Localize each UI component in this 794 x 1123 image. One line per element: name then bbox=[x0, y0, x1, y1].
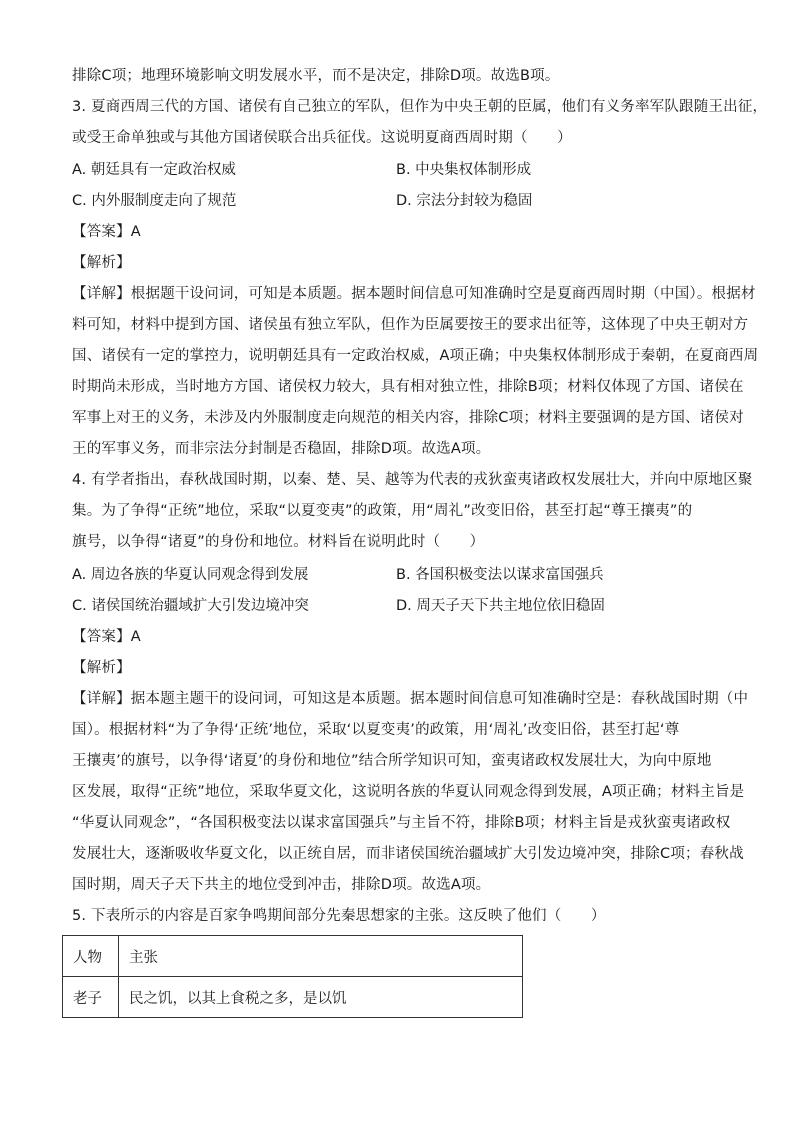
table-header-cell: 人物 bbox=[63, 936, 119, 977]
question-4-stem: 集。为了争得“正统”地位，采取“以夏变夷”的政策，用“周礼”改变旧俗，甚至打起“尊王攘夷”的 bbox=[72, 503, 693, 519]
q4-analysis-heading: 【解析】 bbox=[72, 660, 131, 676]
q3-option-d: D. 宗法分封较为稳固 bbox=[396, 193, 533, 209]
question-3-stem: 或受王命单独或与其他方国诸侯联合出兵征伐。这说明夏商西周时期（ ） bbox=[72, 130, 572, 146]
q4-option-b: B. 各国积极变法以谋求富国强兵 bbox=[396, 567, 604, 583]
q4-option-c: C. 诸侯国统治疆域扩大引发边境冲突 bbox=[72, 598, 309, 614]
q3-detail: 时期尚未形成，当时地方方国、诸侯权力较大，具有相对独立性，排除B项；材料仅体现了方国、诸侯在 bbox=[72, 379, 744, 395]
q3-detail: 军事上对王的义务，未涉及内外服制度走向规范的相关内容，排除C项；材料主要强调的是方国、诸侯对 bbox=[72, 410, 744, 426]
thinkers-table bbox=[62, 935, 523, 1018]
q4-answer: 【答案】A bbox=[72, 629, 141, 645]
q3-detail: 王的军事义务，而非宗法分封制是否稳固，排除D项。故选A项。 bbox=[72, 441, 491, 457]
q4-option-a: A. 周边各族的华夏认同观念得到发展 bbox=[72, 567, 309, 583]
q4-detail: “华夏认同观念”，“各国积极变法以谋求富国强兵”与主旨不符，排除B项；材料主旨是戎狄蛮夷诸政权 bbox=[72, 815, 731, 831]
question-5-stem: 5. 下表所示的内容是百家争鸣期间部分先秦思想家的主张。这反映了他们（ ） bbox=[72, 908, 606, 924]
table-header-cell: 主张 bbox=[119, 936, 523, 977]
q4-detail: 国）。根据材料“为了争得‘正统’地位，采取‘以夏变夷’的政策，用‘周礼’改变旧俗，甚至打起‘尊 bbox=[72, 722, 680, 738]
q3-option-c: C. 内外服制度走向了规范 bbox=[72, 193, 237, 209]
q4-detail: 【详解】据本题主题干的设问词，可知这是本质题。据本题时间信息可知准确时空是：春秋战国时期（中 bbox=[72, 691, 749, 707]
table-row bbox=[63, 977, 523, 1018]
question-3-stem: 3. 夏商西周三代的方国、诸侯有自己独立的军队，但作为中央王朝的臣属，他们有义务率军队跟随王出征， bbox=[72, 99, 768, 115]
q3-option-b: B. 中央集权体制形成 bbox=[396, 162, 532, 178]
q4-option-d: D. 周天子天下共主地位依旧稳固 bbox=[396, 598, 605, 614]
table-cell: 民之饥，以其上食税之多，是以饥 bbox=[119, 977, 523, 1018]
q3-option-a: A. 朝廷具有一定政治权威 bbox=[72, 162, 236, 178]
q4-detail: 国时期，周天子天下共主的地位受到冲击，排除D项。故选A项。 bbox=[72, 877, 491, 893]
table-header-row bbox=[63, 936, 523, 977]
q3-answer: 【答案】A bbox=[72, 224, 141, 240]
q3-analysis-heading: 【解析】 bbox=[72, 255, 131, 271]
q3-detail: 国、诸侯有一定的掌控力，说明朝廷具有一定政治权威，A项正确；中央集权体制形成于秦朝，在夏商西周 bbox=[72, 348, 759, 364]
table-cell: 老子 bbox=[63, 977, 119, 1018]
q4-detail: 区发展，取得“正统”地位，采取华夏文化，这说明各族的华夏认同观念得到发展，A项正确；材料主旨是 bbox=[72, 784, 745, 800]
question-4-stem: 4. 有学者指出，春秋战国时期，以秦、楚、吴、越等为代表的戎狄蛮夷诸政权发展壮大，并向中原地区聚 bbox=[72, 472, 753, 488]
q4-detail: 发展壮大，逐渐吸收华夏文化，以正统自居，而非诸侯国统治疆域扩大引发边境冲突，排除C项；春秋战 bbox=[72, 846, 744, 862]
question-4-stem: 旗号，以争得“诸夏”的身份和地位。材料旨在说明此时（ ） bbox=[72, 534, 485, 550]
q3-detail: 【详解】根据题干设问词，可知是本质题。据本题时间信息可知准确时空是夏商西周时期（中国）。根据材 bbox=[72, 286, 756, 302]
q4-detail: 王攘夷’的旗号，以争得‘诸夏’的身份和地位”结合所学知识可知，蛮夷诸政权发展壮大，为向中原地 bbox=[72, 753, 712, 769]
text-line: 排除C项；地理环境影响文明发展水平，而不是决定，排除D项。故选B项。 bbox=[72, 68, 560, 84]
q3-detail: 料可知，材料中提到方国、诸侯虽有独立军队，但作为臣属要按王的要求出征等，这体现了中央王朝对方 bbox=[72, 317, 749, 333]
